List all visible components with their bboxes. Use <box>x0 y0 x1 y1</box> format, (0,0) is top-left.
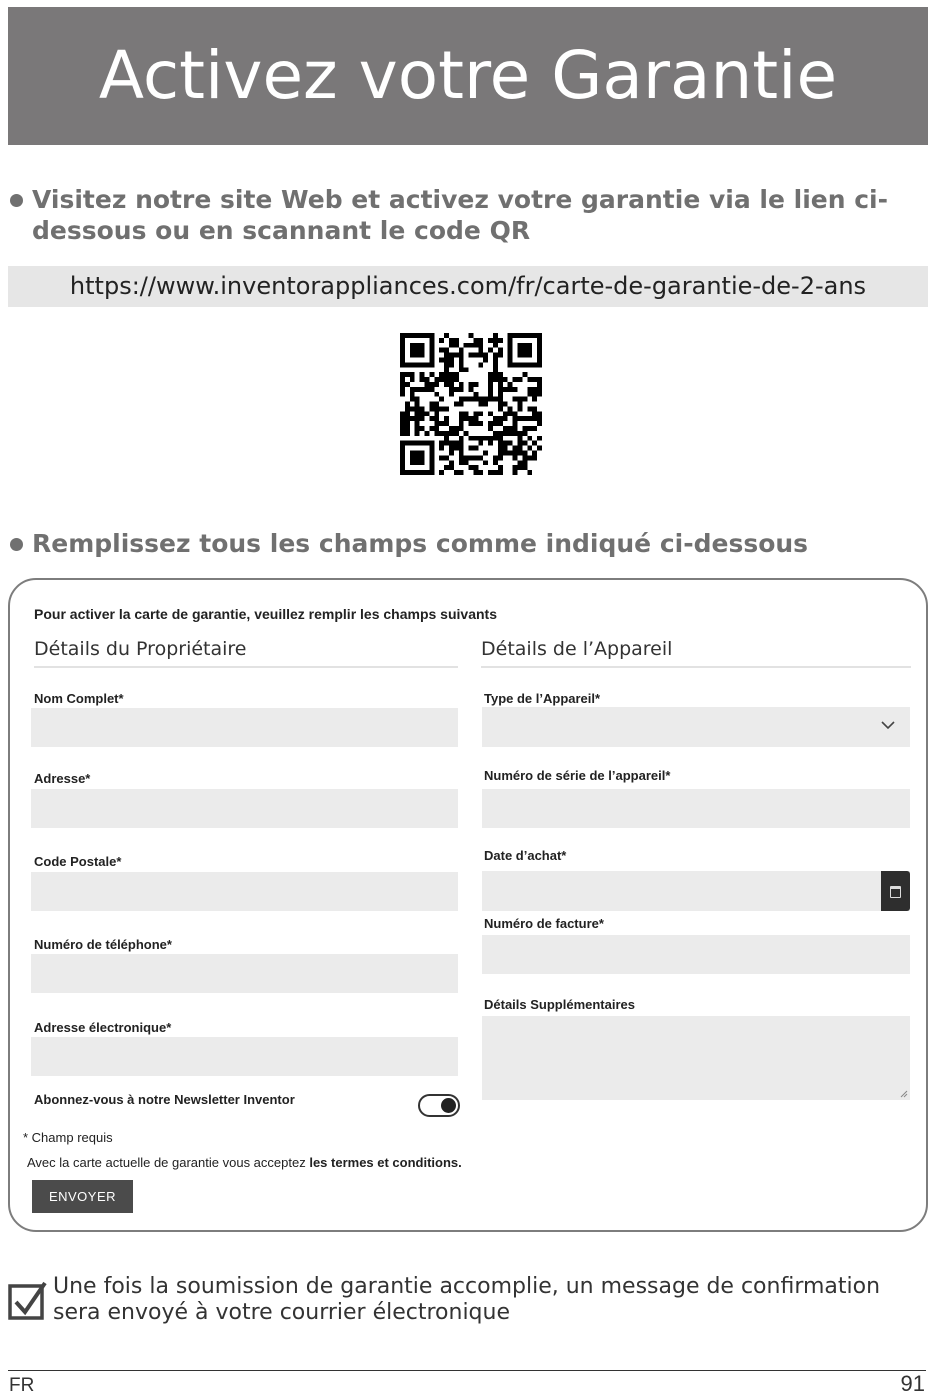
footer-divider <box>8 1370 926 1371</box>
full-name-input[interactable] <box>31 708 458 747</box>
postal-code-input[interactable] <box>31 872 458 911</box>
bullet-dot-icon <box>10 194 23 207</box>
invoice-number-input[interactable] <box>482 935 910 974</box>
calendar-button[interactable] <box>881 871 910 911</box>
footer-language: FR <box>9 1375 35 1396</box>
step-visit-website <box>10 184 930 246</box>
submit-button[interactable]: ENVOYER <box>32 1180 133 1213</box>
step-visit-text: Visitez notre site Web et activez votre garantie via le lien ci-dessous ou en scannant le code QR <box>32 185 889 245</box>
toggle-knob-icon <box>441 1098 456 1113</box>
device-type-select[interactable] <box>482 707 910 747</box>
full-name-label: Nom Complet* <box>34 691 124 706</box>
step-fill-fields <box>10 528 930 559</box>
confirmation-note: Une fois la soumission de garantie accomplie, un message de confirmation sera envoyé à votre courrier électronique <box>53 1274 881 1325</box>
form-intro: Pour activer la carte de garantie, veuillez remplir les champs suivants <box>34 606 497 622</box>
serial-number-input[interactable] <box>482 789 910 828</box>
step-fill-text: Remplissez tous les champs comme indiqué ci-dessous <box>32 529 809 558</box>
checkbox-checked-icon <box>8 1280 48 1322</box>
terms-text <box>27 1155 462 1170</box>
phone-input[interactable] <box>31 954 458 993</box>
address-input[interactable] <box>31 789 458 828</box>
page-title-banner <box>8 7 928 145</box>
address-label: Adresse* <box>34 771 91 786</box>
page-title: Activez votre Garantie <box>98 37 838 114</box>
warranty-url-bar[interactable] <box>8 266 928 307</box>
extra-details-label: Détails Supplémentaires <box>484 997 635 1012</box>
calendar-icon <box>890 886 901 898</box>
owner-details-heading: Détails du Propriétaire <box>34 638 458 668</box>
device-details-heading: Détails de l’Appareil <box>481 638 911 668</box>
invoice-number-label: Numéro de facture* <box>484 916 604 931</box>
purchase-date-input[interactable] <box>482 871 910 911</box>
newsletter-toggle[interactable] <box>418 1094 460 1117</box>
warranty-form <box>8 578 928 1232</box>
terms-link[interactable]: les termes et conditions. <box>309 1155 462 1170</box>
email-label: Adresse électronique* <box>34 1020 172 1035</box>
page-number: 91 <box>900 1371 925 1396</box>
extra-details-textarea[interactable] <box>482 1016 910 1100</box>
required-note: * Champ requis <box>23 1130 113 1145</box>
resize-handle-icon[interactable] <box>900 1090 908 1098</box>
qr-code-icon <box>400 333 542 475</box>
warranty-url-link[interactable]: https://www.inventorappliances.com/fr/carte-de-garantie-de-2-ans <box>69 272 867 300</box>
newsletter-label: Abonnez-vous à notre Newsletter Inventor <box>34 1092 295 1107</box>
device-type-label: Type de l’Appareil* <box>484 691 601 706</box>
email-input[interactable] <box>31 1037 458 1076</box>
chevron-down-icon <box>880 717 896 733</box>
serial-number-label: Numéro de série de l’appareil* <box>484 768 671 783</box>
bullet-dot-icon <box>10 538 23 551</box>
phone-label: Numéro de téléphone* <box>34 937 172 952</box>
postal-code-label: Code Postale* <box>34 854 122 869</box>
purchase-date-label: Date d’achat* <box>484 848 567 863</box>
terms-prefix: Avec la carte actuelle de garantie vous acceptez <box>27 1155 310 1170</box>
